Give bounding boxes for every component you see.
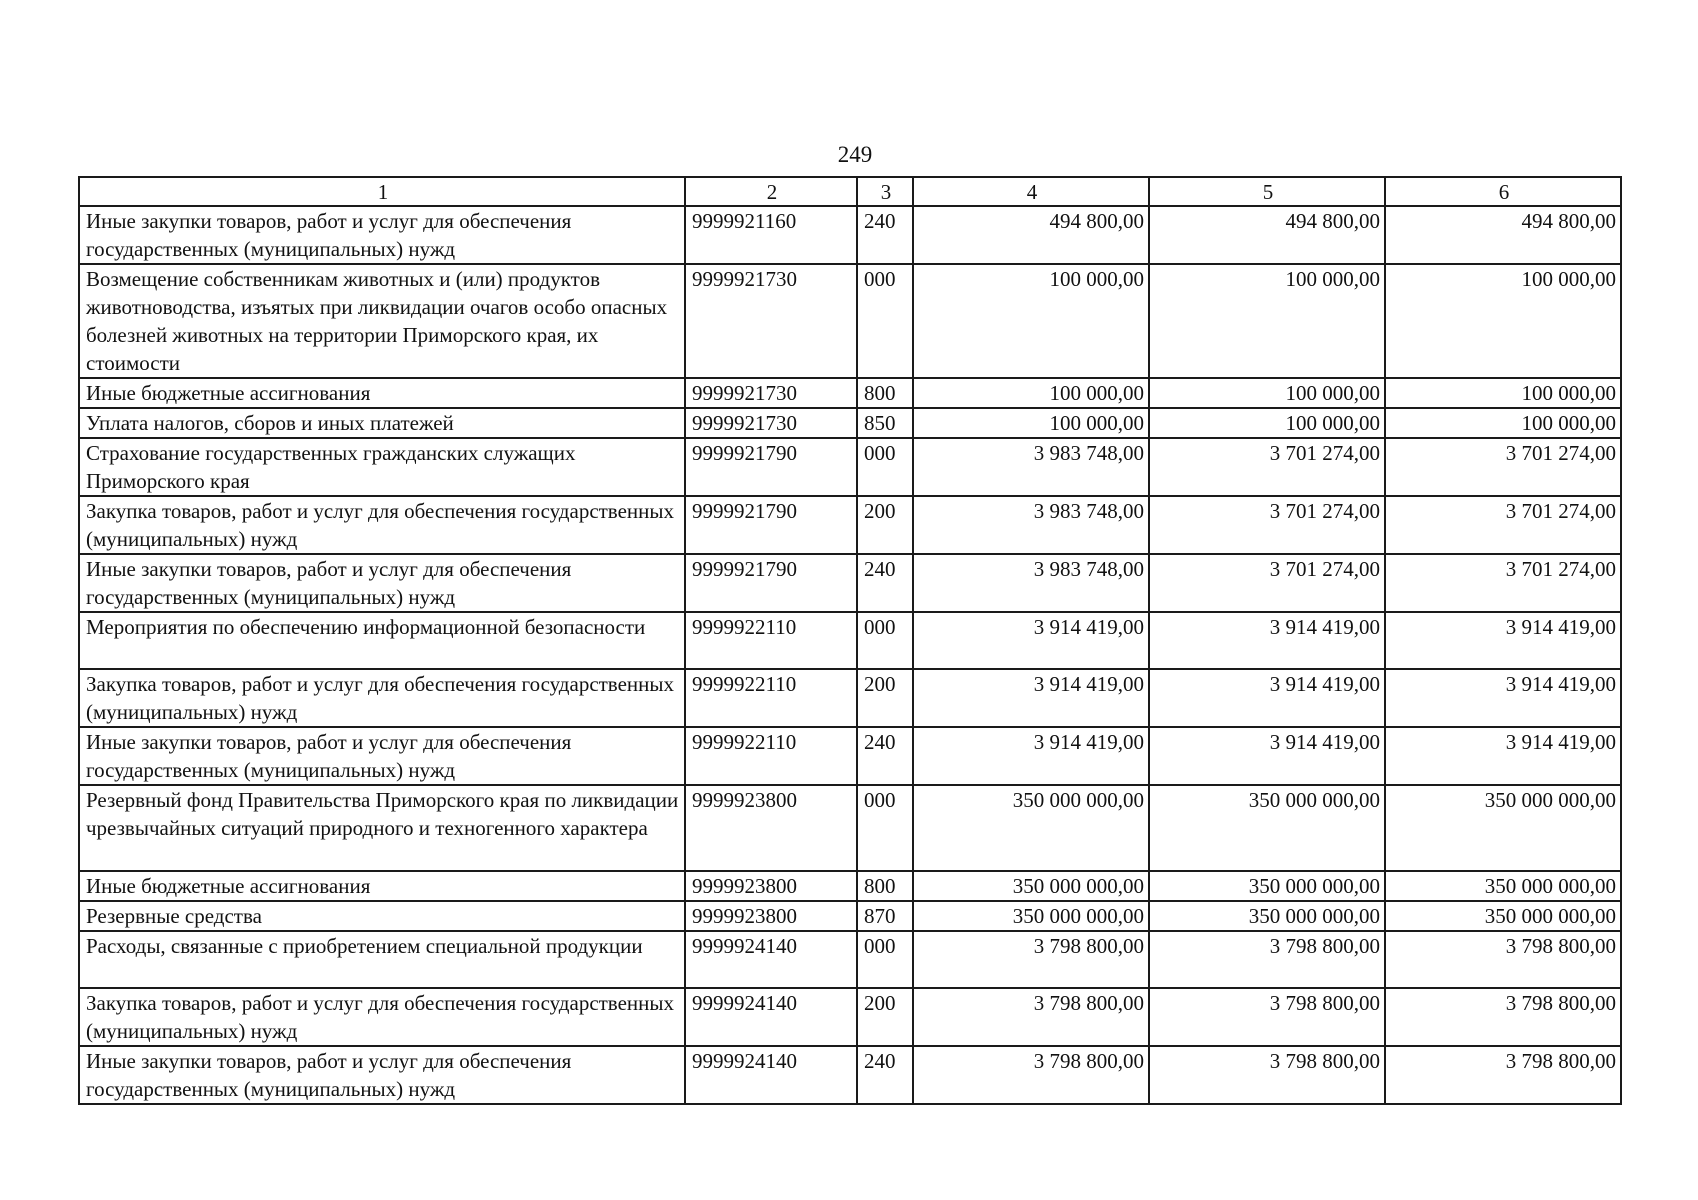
- row-kvr: 240: [857, 554, 913, 612]
- row-code: 9999924140: [685, 988, 857, 1046]
- row-kvr: 800: [857, 871, 913, 901]
- row-name: Закупка товаров, работ и услуг для обеспечения государственных (муниципальных) нужд: [79, 669, 685, 727]
- row-code: 9999922110: [685, 727, 857, 785]
- row-code: 9999921730: [685, 378, 857, 408]
- table-row: [79, 1046, 1621, 1104]
- table-row: [79, 931, 1621, 988]
- row-value-col5: 100 000,00: [1149, 408, 1385, 438]
- row-value-col5: 3 914 419,00: [1149, 669, 1385, 727]
- table-row: [79, 438, 1621, 496]
- row-value-col5: 100 000,00: [1149, 264, 1385, 378]
- row-value-col6: 350 000 000,00: [1385, 871, 1621, 901]
- col-header-6: 6: [1385, 177, 1621, 206]
- row-code: 9999921730: [685, 264, 857, 378]
- row-code: 9999924140: [685, 1046, 857, 1104]
- row-value-col5: 100 000,00: [1149, 378, 1385, 408]
- row-value-col6: 350 000 000,00: [1385, 901, 1621, 931]
- row-code: 9999921790: [685, 438, 857, 496]
- row-kvr: 870: [857, 901, 913, 931]
- table-row: [79, 378, 1621, 408]
- col-header-2: 2: [685, 177, 857, 206]
- row-name: Иные закупки товаров, работ и услуг для обеспечения государственных (муниципальных) нужд: [79, 206, 685, 264]
- row-value-col5: 3 798 800,00: [1149, 1046, 1385, 1104]
- row-value-col4: 3 983 748,00: [913, 438, 1149, 496]
- row-value-col6: 494 800,00: [1385, 206, 1621, 264]
- row-kvr: 000: [857, 612, 913, 669]
- row-kvr: 000: [857, 438, 913, 496]
- row-kvr: 200: [857, 669, 913, 727]
- row-code: 9999923800: [685, 785, 857, 871]
- row-value-col6: 3 701 274,00: [1385, 496, 1621, 554]
- row-value-col4: 100 000,00: [913, 264, 1149, 378]
- row-name: Возмещение собственникам животных и (или) продуктов животноводства, изъятых при ликвидации очагов особо опасных болезней животных на территории Приморского края, их стоимости: [79, 264, 685, 378]
- table-row: [79, 612, 1621, 669]
- row-value-col6: 3 914 419,00: [1385, 727, 1621, 785]
- row-value-col6: 100 000,00: [1385, 264, 1621, 378]
- row-value-col6: 100 000,00: [1385, 378, 1621, 408]
- row-value-col6: 3 914 419,00: [1385, 612, 1621, 669]
- table-row: [79, 871, 1621, 901]
- row-name: Уплата налогов, сборов и иных платежей: [79, 408, 685, 438]
- row-code: 9999921790: [685, 496, 857, 554]
- row-value-col6: 3 798 800,00: [1385, 931, 1621, 988]
- table-row: [79, 206, 1621, 264]
- row-name: Иные бюджетные ассигнования: [79, 378, 685, 408]
- table-row: [79, 727, 1621, 785]
- row-kvr: 200: [857, 496, 913, 554]
- row-value-col4: 3 983 748,00: [913, 554, 1149, 612]
- row-name: Закупка товаров, работ и услуг для обеспечения государственных (муниципальных) нужд: [79, 496, 685, 554]
- row-name: Иные закупки товаров, работ и услуг для обеспечения государственных (муниципальных) нужд: [79, 727, 685, 785]
- row-value-col5: 350 000 000,00: [1149, 871, 1385, 901]
- row-value-col5: 3 701 274,00: [1149, 438, 1385, 496]
- row-code: 9999923800: [685, 901, 857, 931]
- col-header-1: 1: [79, 177, 685, 206]
- row-value-col4: 3 983 748,00: [913, 496, 1149, 554]
- table-row: [79, 901, 1621, 931]
- row-code: 9999923800: [685, 871, 857, 901]
- budget-table: [78, 176, 1622, 1105]
- row-value-col5: 3 701 274,00: [1149, 496, 1385, 554]
- row-name: Расходы, связанные с приобретением специальной продукции: [79, 931, 685, 988]
- row-name: Резервные средства: [79, 901, 685, 931]
- row-value-col5: 3 914 419,00: [1149, 727, 1385, 785]
- row-value-col4: 100 000,00: [913, 408, 1149, 438]
- row-kvr: 240: [857, 727, 913, 785]
- row-value-col4: 350 000 000,00: [913, 785, 1149, 871]
- row-value-col4: 3 798 800,00: [913, 1046, 1149, 1104]
- col-header-4: 4: [913, 177, 1149, 206]
- row-name: Резервный фонд Правительства Приморского края по ликвидации чрезвычайных ситуаций природного и техногенного характера: [79, 785, 685, 871]
- row-value-col4: 3 914 419,00: [913, 669, 1149, 727]
- row-code: 9999922110: [685, 612, 857, 669]
- row-value-col5: 3 798 800,00: [1149, 988, 1385, 1046]
- row-code: 9999922110: [685, 669, 857, 727]
- table-row: [79, 785, 1621, 871]
- row-kvr: 240: [857, 1046, 913, 1104]
- row-value-col4: 3 914 419,00: [913, 612, 1149, 669]
- header-row: [79, 177, 1621, 206]
- row-value-col4: 494 800,00: [913, 206, 1149, 264]
- row-kvr: 000: [857, 931, 913, 988]
- row-value-col6: 100 000,00: [1385, 408, 1621, 438]
- table-row: [79, 264, 1621, 378]
- row-name: Закупка товаров, работ и услуг для обеспечения государственных (муниципальных) нужд: [79, 988, 685, 1046]
- row-kvr: 000: [857, 264, 913, 378]
- row-name: Иные закупки товаров, работ и услуг для обеспечения государственных (муниципальных) нужд: [79, 1046, 685, 1104]
- row-kvr: 000: [857, 785, 913, 871]
- table-row: [79, 669, 1621, 727]
- row-value-col4: 3 798 800,00: [913, 988, 1149, 1046]
- row-value-col6: 350 000 000,00: [1385, 785, 1621, 871]
- row-value-col4: 350 000 000,00: [913, 901, 1149, 931]
- row-value-col5: 3 701 274,00: [1149, 554, 1385, 612]
- row-kvr: 240: [857, 206, 913, 264]
- col-header-5: 5: [1149, 177, 1385, 206]
- row-code: 9999921160: [685, 206, 857, 264]
- row-kvr: 800: [857, 378, 913, 408]
- row-value-col5: 3 914 419,00: [1149, 612, 1385, 669]
- row-value-col6: 3 701 274,00: [1385, 438, 1621, 496]
- row-value-col6: 3 798 800,00: [1385, 1046, 1621, 1104]
- col-header-3: 3: [857, 177, 913, 206]
- table-row: [79, 496, 1621, 554]
- row-value-col5: 350 000 000,00: [1149, 785, 1385, 871]
- row-code: 9999924140: [685, 931, 857, 988]
- row-code: 9999921790: [685, 554, 857, 612]
- table-row: [79, 988, 1621, 1046]
- row-value-col6: 3 701 274,00: [1385, 554, 1621, 612]
- row-value-col4: 350 000 000,00: [913, 871, 1149, 901]
- row-kvr: 200: [857, 988, 913, 1046]
- table-body: [79, 206, 1621, 1104]
- row-value-col4: 3 914 419,00: [913, 727, 1149, 785]
- row-name: Страхование государственных гражданских служащих Приморского края: [79, 438, 685, 496]
- table-row: [79, 554, 1621, 612]
- row-value-col6: 3 798 800,00: [1385, 988, 1621, 1046]
- row-value-col5: 494 800,00: [1149, 206, 1385, 264]
- row-name: Мероприятия по обеспечению информационной безопасности: [79, 612, 685, 669]
- row-kvr: 850: [857, 408, 913, 438]
- page-number: [0, 143, 1698, 166]
- row-value-col4: 100 000,00: [913, 378, 1149, 408]
- row-value-col5: 3 798 800,00: [1149, 931, 1385, 988]
- row-name: Иные бюджетные ассигнования: [79, 871, 685, 901]
- page-number-text: 249: [837, 142, 873, 167]
- row-value-col4: 3 798 800,00: [913, 931, 1149, 988]
- table-row: [79, 408, 1621, 438]
- row-code: 9999921730: [685, 408, 857, 438]
- row-name: Иные закупки товаров, работ и услуг для обеспечения государственных (муниципальных) нужд: [79, 554, 685, 612]
- row-value-col5: 350 000 000,00: [1149, 901, 1385, 931]
- row-value-col6: 3 914 419,00: [1385, 669, 1621, 727]
